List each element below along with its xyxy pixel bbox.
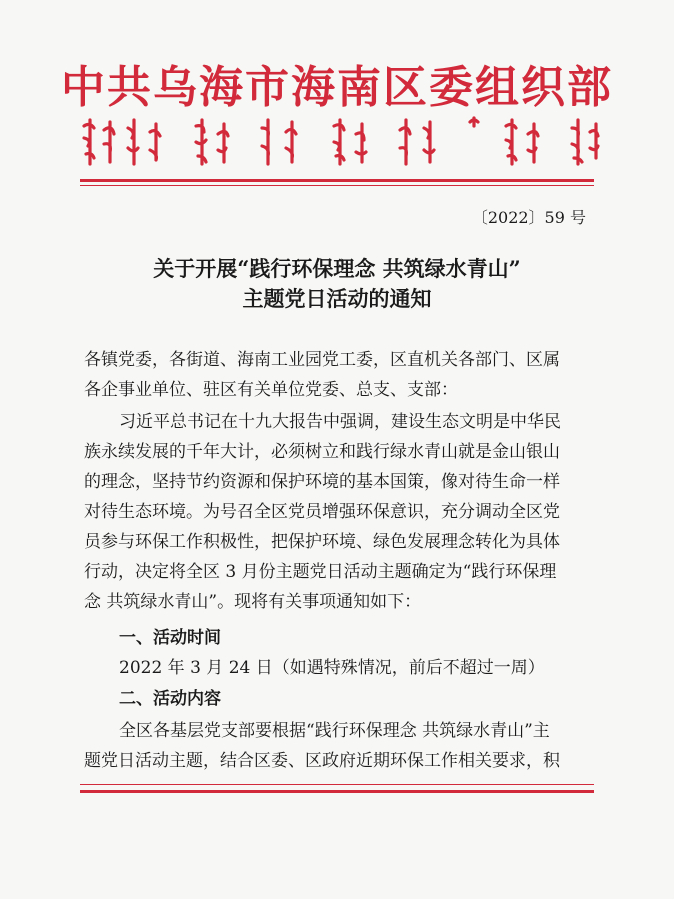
footer-red-rule-thin [80,784,594,785]
header-red-rule-thin [80,185,594,186]
paragraph-line: 念 共筑绿水青山”。现将有关事项通知如下： [84,592,422,612]
header-red-rule-thick [80,179,594,182]
section-heading-content: 二、活动内容 [119,689,221,709]
document-number: 〔2022〕59 号 [471,208,586,227]
paragraph-line: 对待生态环境。为号召全区党员增强环保意识，充分调动全区党 [84,502,560,522]
activity-date-text: 2022 年 3 月 24 日（如遇特殊情况，前后不超过一周） [119,658,545,678]
agency-name-header: 中共乌海市海南区委组织部 [61,62,613,113]
mongolian-script-header [72,114,602,170]
notice-title-line2: 主题党日活动的通知 [242,286,432,311]
paragraph-line: 题党日活动主题，结合区委、区政府近期环保工作相关要求，积 [84,751,560,771]
notice-title-line1: 关于开展“践行环保理念 共筑绿水青山” [153,256,521,281]
recipients-line: 各镇党委，各街道、海南工业园党工委，区直机关各部门、区属 [84,350,560,370]
paragraph-line: 行动，决定将全区 3 月份主题党日活动主题确定为“践行环保理 [84,562,557,582]
paragraph-line: 全区各基层党支部要根据“践行环保理念 共筑绿水青山”主 [119,721,550,741]
paragraph-line: 员参与环保工作积极性，把保护环境、绿色发展理念转化为具体 [84,532,560,552]
paragraph-line: 的理念，坚持节约资源和保护环境的基本国策，像对待生命一样 [84,472,560,492]
paragraph-line: 族永续发展的千年大计，必须树立和践行绿水青山就是金山银山 [84,442,560,462]
section-heading-time: 一、活动时间 [119,628,221,648]
footer-red-rule-thick [80,790,594,793]
recipients-line: 各企事业单位、驻区有关单位党委、总支、支部： [84,380,458,400]
paragraph-line: 习近平总书记在十九大报告中强调，建设生态文明是中华民 [119,412,561,432]
